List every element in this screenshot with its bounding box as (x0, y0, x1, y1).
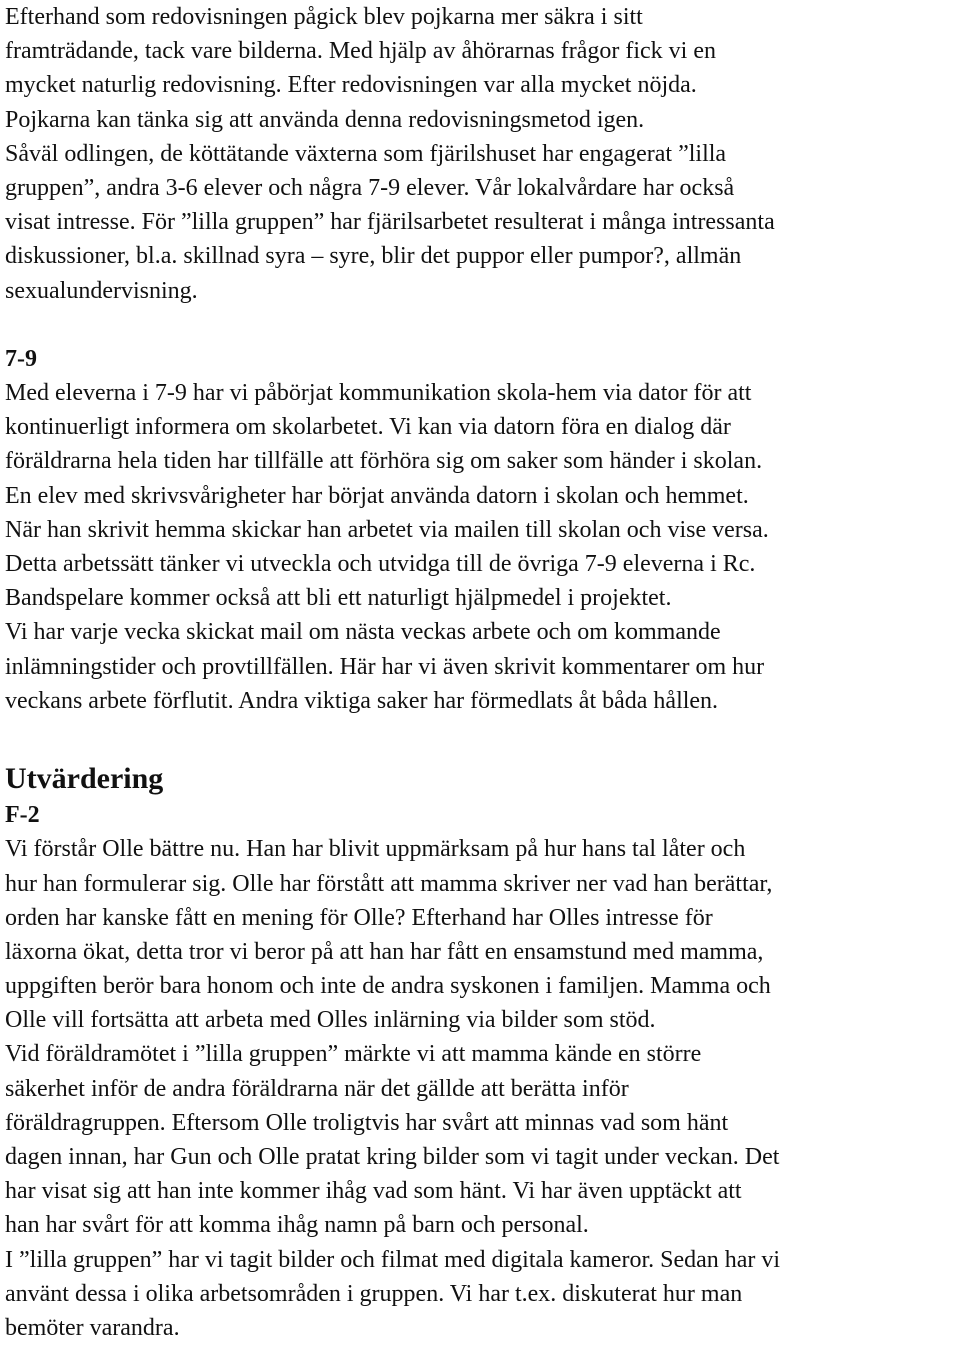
text-line: hur han formulerar sig. Olle har förstått att mamma skriver ner vad han berättar, (5, 870, 773, 897)
text-line: föräldrarna hela tiden har tillfälle att förhöra sig om saker som händer i skolan. (5, 448, 763, 475)
text-line: orden har kanske fått en mening för Olle? Efterhand har Olles intresse för (5, 904, 713, 931)
text-line: han har svårt för att komma ihåg namn på barn och personal. (5, 1212, 589, 1239)
utvardering-paragraph (5, 832, 957, 1345)
section-79-title: 7-9 (5, 345, 37, 372)
text-line: Pojkarna kan tänka sig att använda denna redovisningsmetod igen. (5, 106, 645, 133)
text-line: kontinuerligt informera om skolarbetet. Vi kan via datorn föra en dialog där (5, 414, 731, 441)
text-line: inlämningstider och provtillfällen. Här har vi även skrivit kommentarer om hur (5, 653, 765, 680)
section-79-paragraph (5, 376, 957, 718)
text-line: framträdande, tack vare bilderna. Med hjälp av åhörarnas frågor fick vi en (5, 38, 716, 65)
text-line: gruppen”, andra 3-6 elever och några 7-9 elever. Vår lokalvårdare har också (5, 174, 735, 201)
text-line: Såväl odlingen, de köttätande växterna som fjärilshuset har engagerat ”lilla (5, 140, 727, 167)
text-line: läxorna ökat, detta tror vi beror på att han har fått en ensamstund med mamma, (5, 938, 764, 965)
document-page (5, 0, 957, 1345)
utvardering-heading: Utvärdering (5, 762, 164, 796)
text-line: bemöter varandra. (5, 1314, 180, 1341)
text-line: visat intresse. För ”lilla gruppen” har fjärilsarbetet resulterat i många intressanta (5, 209, 775, 236)
text-line: föräldragruppen. Eftersom Olle troligtvis har svårt att minnas vad som hänt (5, 1109, 729, 1136)
text-line: En elev med skrivsvårigheter har börjat använda datorn i skolan och hemmet. (5, 482, 749, 509)
text-line: Vi har varje vecka skickat mail om nästa veckas arbete och om kommande (5, 619, 721, 646)
text-line: I ”lilla gruppen” har vi tagit bilder och filmat med digitala kameror. Sedan har vi (5, 1246, 781, 1273)
text-line: mycket naturlig redovisning. Efter redovisningen var alla mycket nöjda. (5, 72, 697, 99)
text-line: sexualundervisning. (5, 277, 198, 304)
text-line: diskussioner, bl.a. skillnad syra – syre, blir det puppor eller pumpor?, allmän (5, 243, 742, 270)
text-line: Vi förstår Olle bättre nu. Han har blivit uppmärksam på hur hans tal låter och (5, 836, 746, 863)
spacer (5, 718, 957, 752)
text-line: Detta arbetssätt tänker vi utveckla och utvidga till de övriga 7-9 eleverna i Rc. (5, 551, 756, 577)
text-line: Olle vill fortsätta att arbeta med Olles inlärning via bilder som stöd. (5, 1007, 656, 1034)
spacer (5, 308, 957, 342)
text-line: När han skrivit hemma skickar han arbetet via mailen till skolan och vise versa. (5, 516, 769, 543)
f2-subheading: F-2 (5, 802, 40, 829)
text-line: dagen innan, har Gun och Olle pratat kring bilder som vi tagit under veckan. Det (5, 1144, 780, 1170)
text-line: har visat sig att han inte kommer ihåg vad som hänt. Vi har även upptäckt att (5, 1178, 742, 1205)
text-line: säkerhet inför de andra föräldrarna när det gällde att berätta inför (5, 1075, 629, 1102)
text-line: använt dessa i olika arbetsområden i gruppen. Vi har t.ex. diskuterat hur man (5, 1280, 743, 1307)
text-line: Bandspelare kommer också att bli ett naturligt hjälpmedel i projektet. (5, 585, 672, 612)
text-line: veckans arbete förflutit. Andra viktiga saker har förmedlats åt båda hållen. (5, 687, 719, 714)
text-line: Vid föräldramötet i ”lilla gruppen” märkte vi att mamma kände en större (5, 1041, 702, 1068)
text-line: Med eleverna i 7-9 har vi påbörjat kommunikation skola-hem via dator för att (5, 380, 752, 407)
text-line: Efterhand som redovisningen pågick blev pojkarna mer säkra i sitt (5, 4, 643, 30)
section-one-paragraph (5, 0, 957, 308)
text-line: uppgiften berör bara honom och inte de andra syskonen i familjen. Mamma och (5, 973, 771, 1000)
